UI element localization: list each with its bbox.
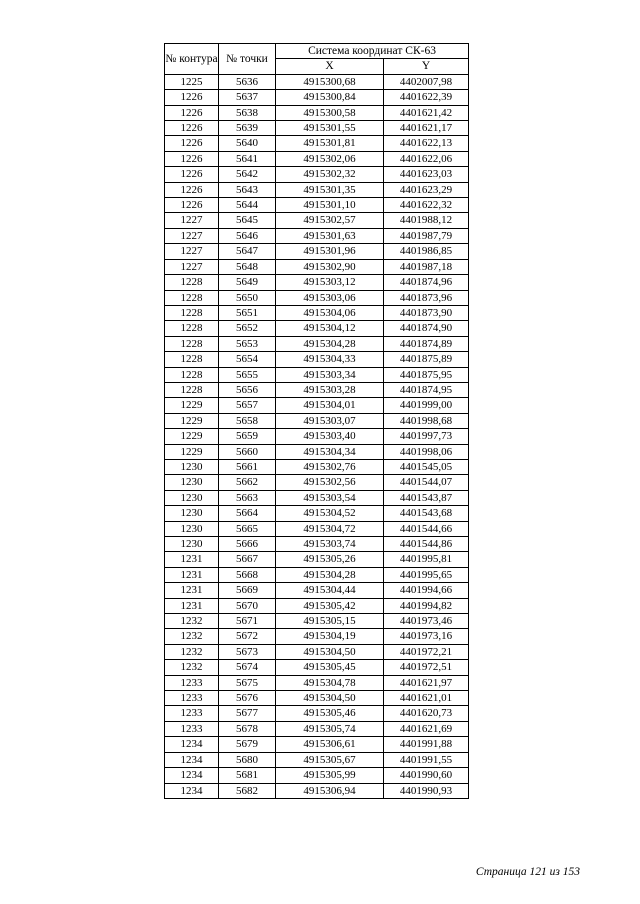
- cell-y: 4401543,68: [384, 506, 469, 521]
- cell-point: 5661: [219, 459, 276, 474]
- cell-contour: 1234: [165, 768, 219, 783]
- cell-y: 4401972,51: [384, 660, 469, 675]
- cell-x: 4915303,34: [276, 367, 384, 382]
- cell-y: 4401994,82: [384, 598, 469, 613]
- cell-point: 5659: [219, 429, 276, 444]
- cell-point: 5650: [219, 290, 276, 305]
- cell-x: 4915304,78: [276, 675, 384, 690]
- table-row: [165, 629, 469, 644]
- cell-contour: 1226: [165, 151, 219, 166]
- cell-x: 4915304,50: [276, 644, 384, 659]
- cell-contour: 1233: [165, 691, 219, 706]
- cell-contour: 1232: [165, 614, 219, 629]
- cell-contour: 1233: [165, 721, 219, 736]
- cell-y: 4401990,93: [384, 783, 469, 798]
- table-row: [165, 305, 469, 320]
- cell-point: 5648: [219, 259, 276, 274]
- cell-x: 4915301,35: [276, 182, 384, 197]
- table-row: [165, 74, 469, 89]
- cell-contour: 1232: [165, 629, 219, 644]
- cell-y: 4401999,00: [384, 398, 469, 413]
- cell-x: 4915300,58: [276, 105, 384, 120]
- cell-point: 5674: [219, 660, 276, 675]
- cell-point: 5649: [219, 275, 276, 290]
- table-row: [165, 783, 469, 798]
- cell-x: 4915303,06: [276, 290, 384, 305]
- cell-x: 4915304,28: [276, 567, 384, 582]
- cell-x: 4915301,81: [276, 136, 384, 151]
- cell-contour: 1233: [165, 675, 219, 690]
- cell-x: 4915304,72: [276, 521, 384, 536]
- cell-x: 4915303,07: [276, 413, 384, 428]
- cell-point: 5664: [219, 506, 276, 521]
- table-row: [165, 167, 469, 182]
- cell-x: 4915306,94: [276, 783, 384, 798]
- cell-x: 4915305,45: [276, 660, 384, 675]
- table-row: [165, 737, 469, 752]
- cell-contour: 1228: [165, 275, 219, 290]
- cell-contour: 1230: [165, 537, 219, 552]
- cell-contour: 1230: [165, 490, 219, 505]
- cell-y: 4402007,98: [384, 74, 469, 89]
- cell-point: 5636: [219, 74, 276, 89]
- table-row: [165, 213, 469, 228]
- table-row: [165, 136, 469, 151]
- cell-x: 4915303,12: [276, 275, 384, 290]
- cell-x: 4915304,19: [276, 629, 384, 644]
- cell-contour: 1233: [165, 706, 219, 721]
- cell-contour: 1226: [165, 198, 219, 213]
- cell-x: 4915305,67: [276, 752, 384, 767]
- cell-y: 4401987,79: [384, 228, 469, 243]
- table-row: [165, 198, 469, 213]
- cell-y: 4401622,32: [384, 198, 469, 213]
- table-row: [165, 429, 469, 444]
- table-row: [165, 275, 469, 290]
- cell-contour: 1228: [165, 305, 219, 320]
- table-row: [165, 259, 469, 274]
- cell-contour: 1231: [165, 567, 219, 582]
- cell-y: 4401874,89: [384, 336, 469, 351]
- cell-x: 4915304,01: [276, 398, 384, 413]
- cell-point: 5643: [219, 182, 276, 197]
- cell-y: 4401991,55: [384, 752, 469, 767]
- cell-point: 5646: [219, 228, 276, 243]
- table-row: [165, 290, 469, 305]
- cell-y: 4401875,89: [384, 352, 469, 367]
- cell-y: 4401620,73: [384, 706, 469, 721]
- cell-point: 5679: [219, 737, 276, 752]
- table-row: [165, 121, 469, 136]
- cell-contour: 1231: [165, 552, 219, 567]
- cell-y: 4401973,16: [384, 629, 469, 644]
- cell-point: 5657: [219, 398, 276, 413]
- table-row: [165, 244, 469, 259]
- cell-contour: 1230: [165, 475, 219, 490]
- cell-y: 4401991,88: [384, 737, 469, 752]
- cell-x: 4915305,99: [276, 768, 384, 783]
- cell-point: 5675: [219, 675, 276, 690]
- table-row: [165, 552, 469, 567]
- cell-contour: 1234: [165, 737, 219, 752]
- cell-point: 5651: [219, 305, 276, 320]
- table-row: [165, 105, 469, 120]
- cell-point: 5655: [219, 367, 276, 382]
- table-row: [165, 413, 469, 428]
- table-row: [165, 151, 469, 166]
- cell-contour: 1229: [165, 398, 219, 413]
- cell-x: 4915300,84: [276, 90, 384, 105]
- cell-x: 4915305,42: [276, 598, 384, 613]
- table-row: [165, 660, 469, 675]
- cell-x: 4915303,74: [276, 537, 384, 552]
- cell-y: 4401986,85: [384, 244, 469, 259]
- table-row: [165, 367, 469, 382]
- table-row: [165, 228, 469, 243]
- cell-x: 4915304,28: [276, 336, 384, 351]
- cell-contour: 1228: [165, 336, 219, 351]
- cell-point: 5681: [219, 768, 276, 783]
- table-row: [165, 675, 469, 690]
- cell-point: 5676: [219, 691, 276, 706]
- cell-x: 4915304,44: [276, 583, 384, 598]
- cell-contour: 1234: [165, 783, 219, 798]
- cell-contour: 1225: [165, 74, 219, 89]
- cell-contour: 1234: [165, 752, 219, 767]
- cell-y: 4401543,87: [384, 490, 469, 505]
- header-y: Y: [384, 59, 469, 74]
- cell-y: 4401987,18: [384, 259, 469, 274]
- cell-x: 4915302,76: [276, 459, 384, 474]
- table-body: [165, 74, 469, 798]
- cell-contour: 1231: [165, 583, 219, 598]
- cell-y: 4401544,66: [384, 521, 469, 536]
- cell-y: 4401997,73: [384, 429, 469, 444]
- cell-x: 4915306,61: [276, 737, 384, 752]
- cell-point: 5660: [219, 444, 276, 459]
- cell-contour: 1226: [165, 121, 219, 136]
- cell-y: 4401621,17: [384, 121, 469, 136]
- cell-x: 4915303,40: [276, 429, 384, 444]
- cell-x: 4915305,15: [276, 614, 384, 629]
- cell-y: 4401995,65: [384, 567, 469, 582]
- cell-y: 4401623,03: [384, 167, 469, 182]
- cell-x: 4915304,50: [276, 691, 384, 706]
- cell-y: 4401998,06: [384, 444, 469, 459]
- cell-y: 4401622,13: [384, 136, 469, 151]
- cell-point: 5642: [219, 167, 276, 182]
- cell-contour: 1228: [165, 290, 219, 305]
- table-row: [165, 768, 469, 783]
- cell-x: 4915303,28: [276, 382, 384, 397]
- table-row: [165, 490, 469, 505]
- cell-point: 5672: [219, 629, 276, 644]
- cell-point: 5641: [219, 151, 276, 166]
- table-row: [165, 752, 469, 767]
- cell-x: 4915304,33: [276, 352, 384, 367]
- cell-point: 5682: [219, 783, 276, 798]
- cell-x: 4915301,96: [276, 244, 384, 259]
- cell-point: 5670: [219, 598, 276, 613]
- cell-point: 5662: [219, 475, 276, 490]
- table-row: [165, 644, 469, 659]
- cell-x: 4915305,46: [276, 706, 384, 721]
- cell-point: 5663: [219, 490, 276, 505]
- cell-y: 4401622,39: [384, 90, 469, 105]
- cell-contour: 1231: [165, 598, 219, 613]
- cell-point: 5647: [219, 244, 276, 259]
- cell-y: 4401621,69: [384, 721, 469, 736]
- cell-y: 4401874,90: [384, 321, 469, 336]
- cell-point: 5637: [219, 90, 276, 105]
- cell-point: 5677: [219, 706, 276, 721]
- table-row: [165, 398, 469, 413]
- table-row: [165, 90, 469, 105]
- cell-point: 5645: [219, 213, 276, 228]
- cell-x: 4915302,06: [276, 151, 384, 166]
- cell-y: 4401621,01: [384, 691, 469, 706]
- cell-contour: 1227: [165, 259, 219, 274]
- cell-contour: 1228: [165, 352, 219, 367]
- cell-y: 4401544,07: [384, 475, 469, 490]
- cell-y: 4401875,95: [384, 367, 469, 382]
- cell-contour: 1226: [165, 136, 219, 151]
- cell-contour: 1226: [165, 90, 219, 105]
- cell-x: 4915301,63: [276, 228, 384, 243]
- table-row: [165, 444, 469, 459]
- cell-point: 5638: [219, 105, 276, 120]
- cell-x: 4915301,10: [276, 198, 384, 213]
- table-row: [165, 321, 469, 336]
- cell-x: 4915302,56: [276, 475, 384, 490]
- cell-x: 4915302,32: [276, 167, 384, 182]
- cell-y: 4401545,05: [384, 459, 469, 474]
- cell-x: 4915301,55: [276, 121, 384, 136]
- cell-contour: 1227: [165, 228, 219, 243]
- cell-point: 5673: [219, 644, 276, 659]
- cell-point: 5658: [219, 413, 276, 428]
- cell-point: 5665: [219, 521, 276, 536]
- cell-contour: 1230: [165, 459, 219, 474]
- table-row: [165, 336, 469, 351]
- cell-y: 4401621,97: [384, 675, 469, 690]
- cell-contour: 1230: [165, 506, 219, 521]
- cell-x: 4915304,34: [276, 444, 384, 459]
- cell-point: 5680: [219, 752, 276, 767]
- cell-y: 4401873,96: [384, 290, 469, 305]
- cell-x: 4915305,74: [276, 721, 384, 736]
- table-row: [165, 691, 469, 706]
- cell-point: 5640: [219, 136, 276, 151]
- cell-x: 4915304,52: [276, 506, 384, 521]
- table-row: [165, 583, 469, 598]
- table-row: [165, 598, 469, 613]
- cell-y: 4401622,06: [384, 151, 469, 166]
- cell-y: 4401623,29: [384, 182, 469, 197]
- coordinates-table: [164, 43, 469, 799]
- header-contour-number: № контура: [165, 44, 219, 75]
- cell-point: 5644: [219, 198, 276, 213]
- table-row: [165, 352, 469, 367]
- table-row: [165, 567, 469, 582]
- table-row: [165, 614, 469, 629]
- cell-x: 4915302,57: [276, 213, 384, 228]
- cell-contour: 1230: [165, 521, 219, 536]
- cell-y: 4401994,66: [384, 583, 469, 598]
- header-x: X: [276, 59, 384, 74]
- table-row: [165, 382, 469, 397]
- cell-contour: 1229: [165, 413, 219, 428]
- page-number: Страница 121 из 153: [475, 866, 580, 878]
- cell-x: 4915303,54: [276, 490, 384, 505]
- cell-x: 4915304,12: [276, 321, 384, 336]
- cell-y: 4401998,68: [384, 413, 469, 428]
- table-row: [165, 706, 469, 721]
- cell-x: 4915300,68: [276, 74, 384, 89]
- cell-x: 4915305,26: [276, 552, 384, 567]
- header-coordinate-system: Система координат СК-63: [276, 44, 469, 59]
- table-row: [165, 506, 469, 521]
- cell-contour: 1232: [165, 660, 219, 675]
- cell-contour: 1226: [165, 167, 219, 182]
- cell-y: 4401995,81: [384, 552, 469, 567]
- cell-y: 4401873,90: [384, 305, 469, 320]
- cell-point: 5678: [219, 721, 276, 736]
- cell-y: 4401874,96: [384, 275, 469, 290]
- cell-point: 5656: [219, 382, 276, 397]
- cell-y: 4401972,21: [384, 644, 469, 659]
- cell-point: 5639: [219, 121, 276, 136]
- cell-contour: 1232: [165, 644, 219, 659]
- cell-contour: 1229: [165, 444, 219, 459]
- cell-contour: 1226: [165, 105, 219, 120]
- cell-y: 4401544,86: [384, 537, 469, 552]
- table-row: [165, 475, 469, 490]
- cell-x: 4915304,06: [276, 305, 384, 320]
- cell-x: 4915302,90: [276, 259, 384, 274]
- cell-y: 4401973,46: [384, 614, 469, 629]
- table-row: [165, 721, 469, 736]
- cell-contour: 1228: [165, 367, 219, 382]
- table-row: [165, 521, 469, 536]
- cell-point: 5653: [219, 336, 276, 351]
- cell-contour: 1226: [165, 182, 219, 197]
- cell-y: 4401874,95: [384, 382, 469, 397]
- cell-y: 4401621,42: [384, 105, 469, 120]
- table-row: [165, 459, 469, 474]
- table-row: [165, 537, 469, 552]
- cell-contour: 1227: [165, 244, 219, 259]
- cell-point: 5654: [219, 352, 276, 367]
- cell-point: 5667: [219, 552, 276, 567]
- table-row: [165, 182, 469, 197]
- cell-point: 5669: [219, 583, 276, 598]
- cell-y: 4401990,60: [384, 768, 469, 783]
- cell-contour: 1227: [165, 213, 219, 228]
- cell-y: 4401988,12: [384, 213, 469, 228]
- cell-point: 5666: [219, 537, 276, 552]
- cell-contour: 1228: [165, 382, 219, 397]
- cell-contour: 1228: [165, 321, 219, 336]
- cell-point: 5668: [219, 567, 276, 582]
- cell-contour: 1229: [165, 429, 219, 444]
- cell-point: 5652: [219, 321, 276, 336]
- cell-point: 5671: [219, 614, 276, 629]
- header-point-number: № точки: [219, 44, 276, 75]
